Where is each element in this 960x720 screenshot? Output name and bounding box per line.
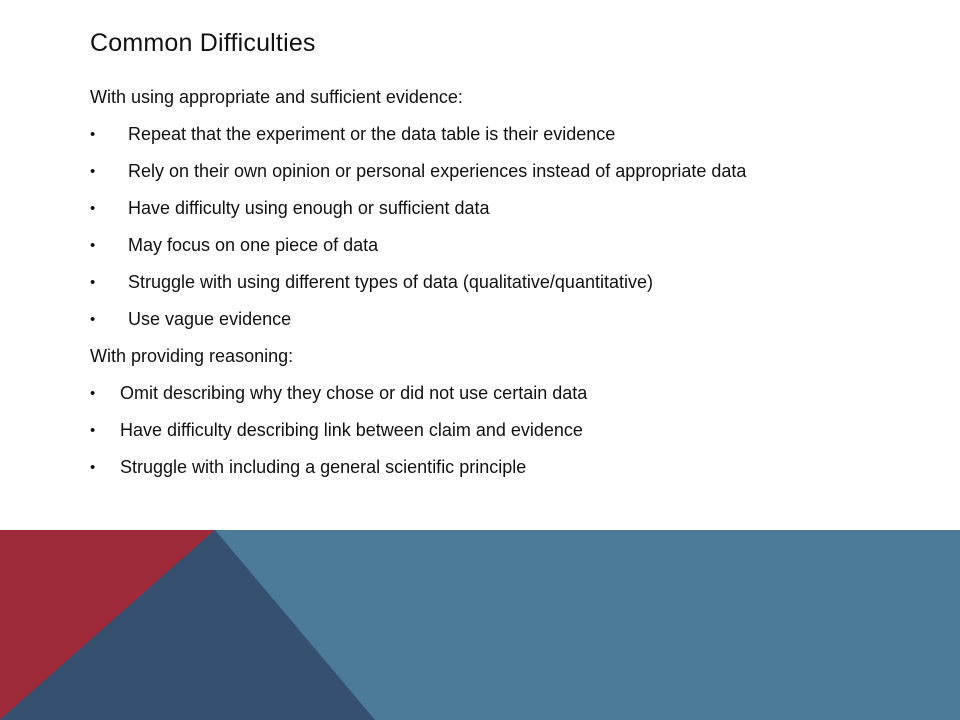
list-item: [90, 420, 890, 441]
list-item-text: May focus on one piece of data: [128, 235, 379, 255]
bullet-icon: •: [90, 274, 96, 291]
bullet-icon: •: [90, 237, 96, 254]
list-item: [90, 457, 890, 478]
list-item-text: Have difficulty using enough or sufficient data: [128, 198, 490, 218]
bullet-icon: •: [90, 200, 96, 217]
list-item: [90, 198, 890, 219]
reasoning-bullet-list: [90, 383, 890, 478]
list-item: [90, 124, 890, 145]
slide-body: [90, 87, 890, 494]
list-item-text: Struggle with including a general scientific principle: [120, 457, 527, 477]
bullet-icon: •: [90, 163, 96, 180]
list-item: [90, 383, 890, 404]
list-item-text: Have difficulty describing link between claim and evidence: [120, 420, 583, 440]
slide-title: Common Difficulties: [90, 29, 316, 57]
bullet-icon: •: [90, 422, 96, 439]
bullet-icon: •: [90, 126, 96, 143]
bullet-icon: •: [90, 311, 96, 328]
bullet-icon: •: [90, 385, 96, 402]
list-item: [90, 272, 890, 293]
list-item-text: Omit describing why they chose or did not use certain data: [120, 383, 588, 403]
section-heading-evidence: With using appropriate and sufficient evidence:: [90, 87, 463, 107]
section-heading-reasoning: With providing reasoning:: [90, 346, 294, 366]
evidence-bullet-list: [90, 124, 890, 330]
list-item-text: Repeat that the experiment or the data table is their evidence: [128, 124, 616, 144]
list-item: [90, 235, 890, 256]
list-item: [90, 309, 890, 330]
list-item-text: Use vague evidence: [128, 309, 292, 329]
list-item-text: Rely on their own opinion or personal experiences instead of appropriate data: [128, 161, 747, 181]
bullet-icon: •: [90, 459, 96, 476]
list-item: [90, 161, 890, 182]
list-item-text: Struggle with using different types of data (qualitative/quantitative): [128, 272, 653, 292]
decorative-footer-band: [0, 530, 960, 720]
